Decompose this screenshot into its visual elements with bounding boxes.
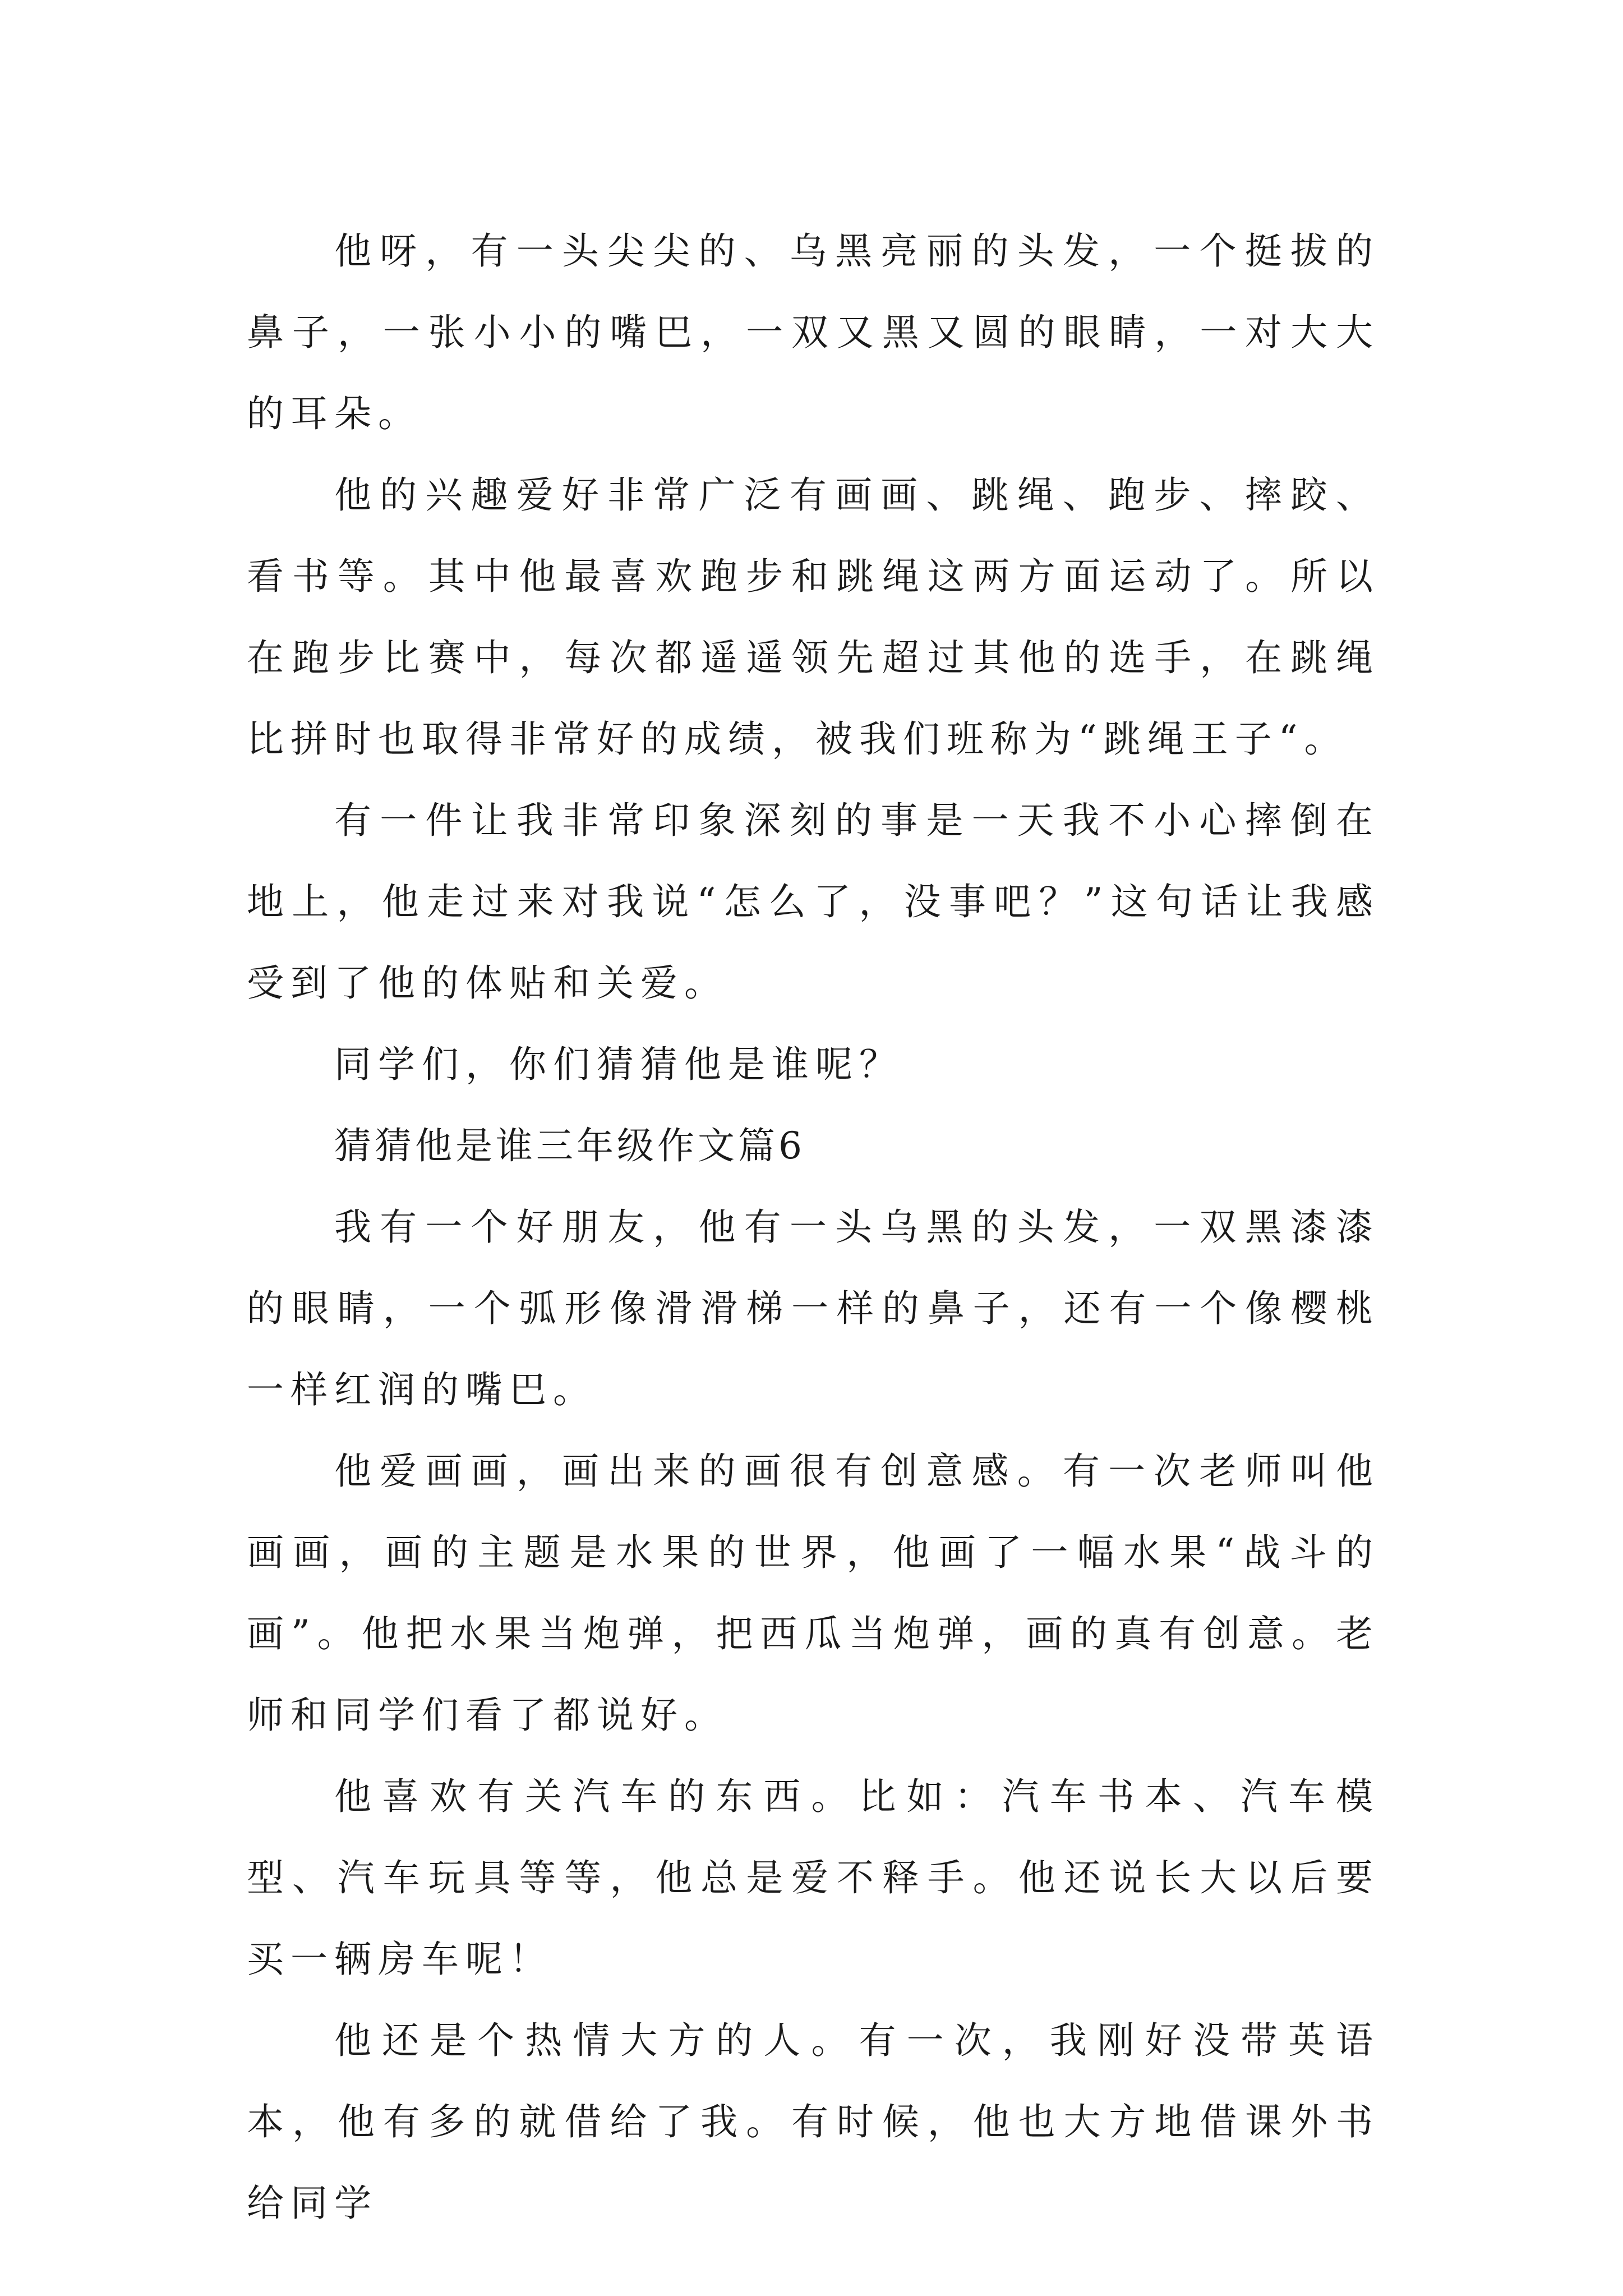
paragraph-hobbies: 他的兴趣爱好非常广泛有画画、跳绳、跑步、摔跤、看书等。其中他最喜欢跑步和跳绳这两方面运动了。所以在跑步比赛中，每次都遥遥领先超过其他的选手，在跳绳比拼时也取得非常好的成绩，被我们班称为“跳绳王子“。 — [247, 473, 1380, 761]
paragraph-friend-appearance: 我有一个好朋友，他有一头乌黑的头发，一双黑漆漆的眼睛，一个弧形像滑滑梯一样的鼻子，还有一个像樱桃一样红润的嘴巴。 — [247, 1205, 1380, 1411]
section-heading: 猜猜他是谁三年级作文篇6 — [334, 1124, 805, 1167]
paragraph-appearance: 他呀，有一头尖尖的、乌黑亮丽的头发，一个挺拔的鼻子，一张小小的嘴巴，一双又黑又圆的眼睛，一对大大的耳朵。 — [247, 229, 1380, 435]
paragraph-question: 同学们，你们猜猜他是谁呢？ — [334, 1043, 903, 1086]
paragraph-cars: 他喜欢有关汽车的东西。比如：汽车书本、汽车模型、汽车玩具等等，他总是爱不释手。他还说长大以后要买一辆房车呢！ — [247, 1775, 1380, 1981]
paragraph-generous: 他还是个热情大方的人。有一次，我刚好没带英语本，他有多的就借给了我。有时候，他也大方地借课外书给同学 — [247, 2019, 1380, 2225]
paragraph-memorable-event: 有一件让我非常印象深刻的事是一天我不小心摔倒在地上，他走过来对我说“怎么了，没事吧？”这句话让我感受到了他的体贴和关爱。 — [247, 799, 1380, 1005]
paragraph-drawing: 他爱画画，画出来的画很有创意感。有一次老师叫他画画，画的主题是水果的世界，他画了一幅水果“战斗的画”。他把水果当炮弹，把西瓜当炮弹，画的真有创意。老师和同学们看了都说好。 — [247, 1450, 1380, 1737]
article-body — [247, 210, 1380, 2244]
